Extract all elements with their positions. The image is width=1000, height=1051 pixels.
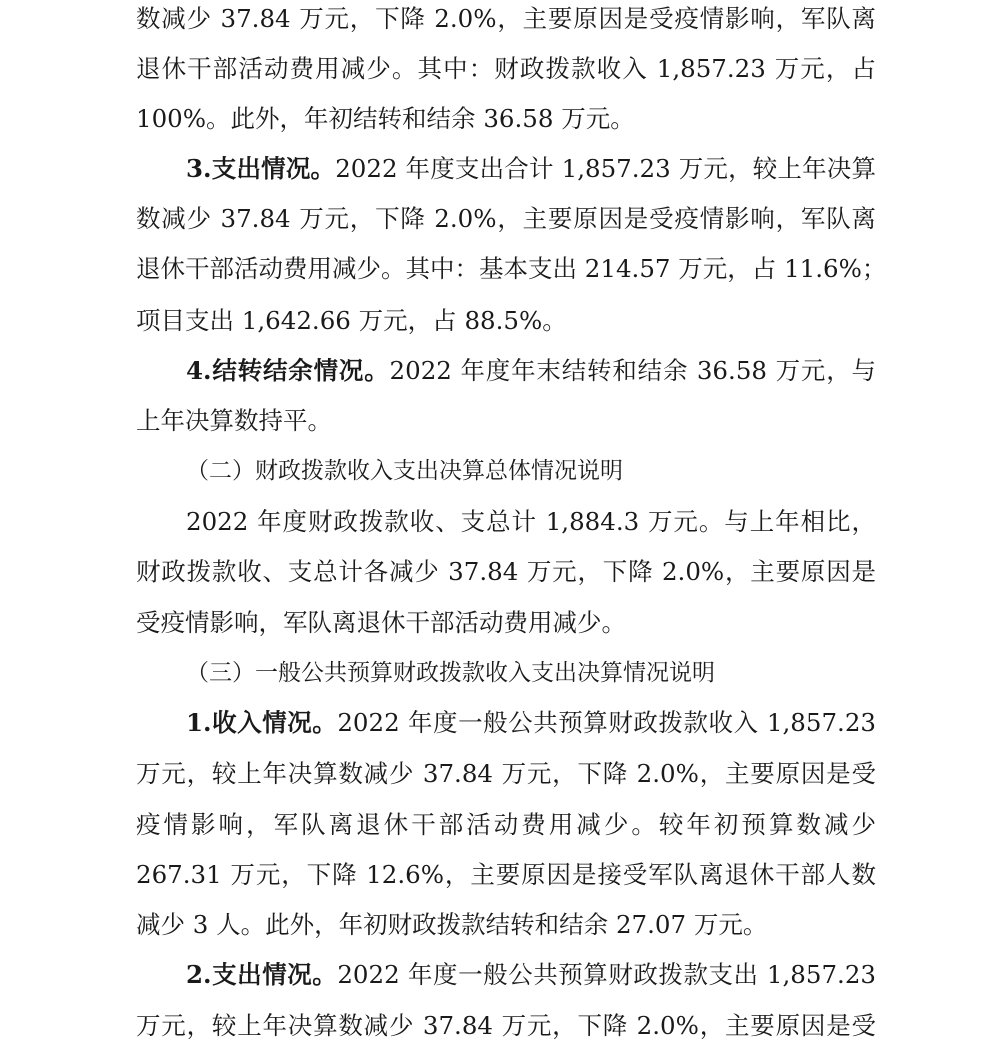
text-line: 万元，较上年决算数减少 37.84 万元，下降 2.0%，主要原因是受 — [136, 759, 876, 788]
text-line: 退休干部活动费用减少。其中：财政拨款收入 1,857.23 万元，占 — [136, 54, 876, 83]
text-line: 疫情影响，军队离退休干部活动费用减少。较年初预算数减少 — [136, 810, 876, 839]
text-line: 2022 年度财政拨款收、支总计 1,884.3 万元。与上年相比， — [186, 507, 876, 536]
text-line: 项目支出 1,642.66 万元，占 88.5%。 — [136, 306, 567, 335]
subsection-heading-3: （三）一般公共预算财政拨款收入支出决算情况说明 — [186, 660, 715, 686]
section-heading-income: 1.收入情况。2022 年度一般公共预算财政拨款收入 1,857.23 — [186, 708, 877, 737]
text-line: 267.31 万元，下降 12.6%，主要原因是接受军队离退休干部人数 — [136, 860, 876, 889]
text-line: 数减少 37.84 万元，下降 2.0%，主要原因是受疫情影响，军队离 — [136, 204, 876, 233]
text-line: 上年决算数持平。 — [136, 406, 332, 435]
subsection-heading-2: （二）财政拨款收入支出决算总体情况说明 — [186, 458, 623, 484]
text-line: 减少 3 人。此外，年初财政拨款结转和结余 27.07 万元。 — [136, 910, 768, 939]
section-heading-expenditure: 3.支出情况。2022 年度支出合计 1,857.23 万元，较上年决算 — [186, 154, 876, 183]
section-heading-carryover: 4.结转结余情况。2022 年度年末结转和结余 36.58 万元，与 — [186, 356, 877, 385]
text-line: 退休干部活动费用减少。其中：基本支出 214.57 万元，占 11.6%； — [136, 254, 887, 283]
text-line: 100%。此外，年初结转和结余 36.58 万元。 — [136, 104, 635, 133]
section-heading-spending: 2.支出情况。2022 年度一般公共预算财政拨款支出 1,857.23 — [186, 960, 877, 989]
text-line: 受疫情影响，军队离退休干部活动费用减少。 — [136, 608, 626, 637]
text-line: 万元，较上年决算数减少 37.84 万元，下降 2.0%，主要原因是受 — [136, 1011, 876, 1040]
text-line: 财政拨款收、支总计各减少 37.84 万元，下降 2.0%，主要原因是 — [136, 557, 876, 586]
text-line: 数减少 37.84 万元，下降 2.0%，主要原因是受疫情影响，军队离 — [136, 4, 876, 33]
